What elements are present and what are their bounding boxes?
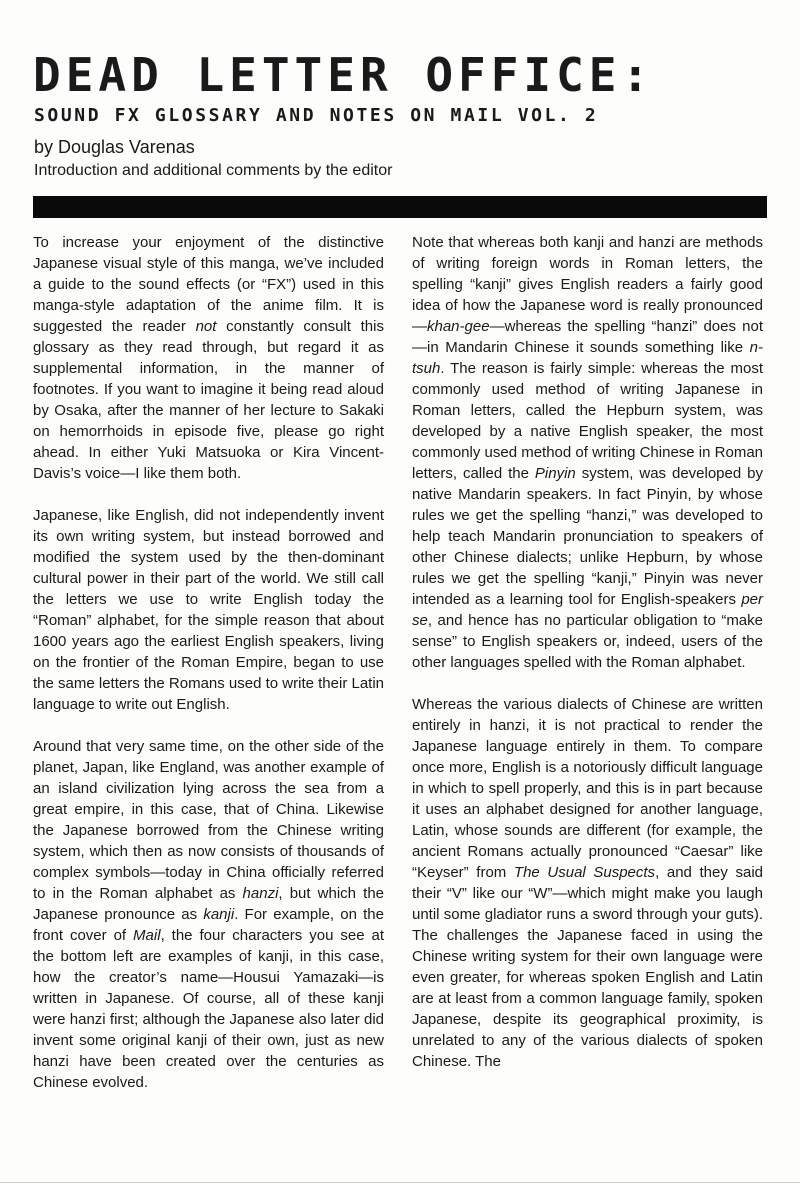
left-paragraph-1: To increase your enjoyment of the distinctive Japanese visual style of this manga, we’ve included a guide to the sound effects (or “FX”) used in this manga-style adaptation of the anime film. It is suggested the reader not constantly consult this glossary as they read through, but regard it as supplemental information, in the manner of footnotes. If you want to imagine it being read aloud by Osaka, after the manner of her lecture to Sakaki on hemorrhoids in episode five, please go right ahead. In either Yuki Matsuoka or Kira Vincent-Davis’s voice—I like them both. [33, 234, 384, 482]
left-paragraph-2: Japanese, like English, did not independently invent its own writing system, but instead borrowed and modified the system used by the then-dominant cultural power in their part of the world. We still call the letters we use to write English today the “Roman” alphabet, for the simple reason that about 1600 years ago the earliest English speakers, living on the frontier of the Roman Empire, began to use the same letters the Romans used to write their Latin language to write out English. [33, 507, 385, 713]
page-subtitle: SOUND FX GLOSSARY AND NOTES ON MAIL VOL. 2 [34, 105, 599, 126]
italic-term: khan-gee [427, 318, 490, 335]
italic-term: per se [412, 591, 763, 629]
italic-term: Pinyin [534, 465, 576, 482]
right-paragraph-2: Whereas the various dialects of Chinese are written entirely in hanzi, it is not practical to render the Japanese language entirely in them. To compare once more, English is a notoriously difficult language in which to spell properly, and this is in part because it uses an alphabet designed for another language, Latin, whose sounds are different (for example, the ancient Romans actually pronounced “Caesar” like “Keyser” from The Usual Suspects, and they said their “V” like our “W”—which might make you laugh until some gladiator runs a sword through your guts). The challenges the Japanese faced in using the Chinese writing system for their own language were even greater, for whereas spoken English and Latin are at least from a common language family, spoken Japanese, despite its geographical proximity, is unrelated to any of the various dialects of spoken Chinese. The [412, 696, 763, 1070]
author-byline: by Douglas Varenas [34, 137, 195, 157]
left-column [33, 232, 384, 1093]
header-divider-bar [33, 196, 767, 218]
right-column [412, 232, 763, 1072]
italic-term: not [195, 318, 217, 335]
italic-term: n-tsuh [412, 339, 763, 377]
left-paragraph-3: Around that very same time, on the other side of the planet, Japan, like England, was another example of an island civilization lying across the sea from a great empire, in this case, that of China. Likewise the Japanese borrowed from the Chinese writing system, which then as now consists of thousands of complex symbols—today in China officially referred to in the Roman alphabet as hanzi, but which the Japanese pronounce as kanji. For example, on the front cover of Mail, the four characters you see at the bottom left are examples of kanji, in this case, how the creator’s name—Housui Yamazaki—is written in Japanese. Of course, all of these kanji were hanzi first; although the Japanese also later did invent some original kanji of their own, just as new hanzi have been created over the centuries as Chinese evolved. [33, 738, 384, 1091]
right-paragraph-1: Note that whereas both kanji and hanzi are methods of writing foreign words in Roman letters, the spelling “kanji” gives English readers a fairly good idea of how the Japanese word is really pronounced—khan-gee—whereas the spelling “hanzi” does not—in Mandarin Chinese it sounds something like n-tsuh. The reason is fairly simple: whereas the most commonly used method of writing Japanese in Roman letters, called the Hepburn system, was developed by a native English speaker, the most commonly used method of writing Chinese in Roman letters, called the Pinyin system, was developed by native Mandarin speakers. In fact Pinyin, by whose rules we get the spelling “hanzi,” was developed to help teach Mandarin pronunciation to speakers of other Chinese dialects; unlike Hepburn, by whose rules we get the spelling “kanji,” Pinyin was never intended as a learning tool for English-speakers per se, and hence has no particular obligation to “make sense” to English speakers or, indeed, users of the other languages spelled with the Roman alphabet. [412, 234, 764, 671]
italic-term: hanzi [242, 885, 279, 902]
italic-term: kanji [203, 906, 235, 923]
editor-note: Introduction and additional comments by the editor [34, 162, 393, 179]
page-edge-line [0, 1182, 800, 1183]
page-title: DEAD LETTER OFFICE: [33, 48, 655, 102]
italic-term: Mail [133, 927, 161, 944]
italic-term: The Usual Suspects [513, 864, 656, 881]
